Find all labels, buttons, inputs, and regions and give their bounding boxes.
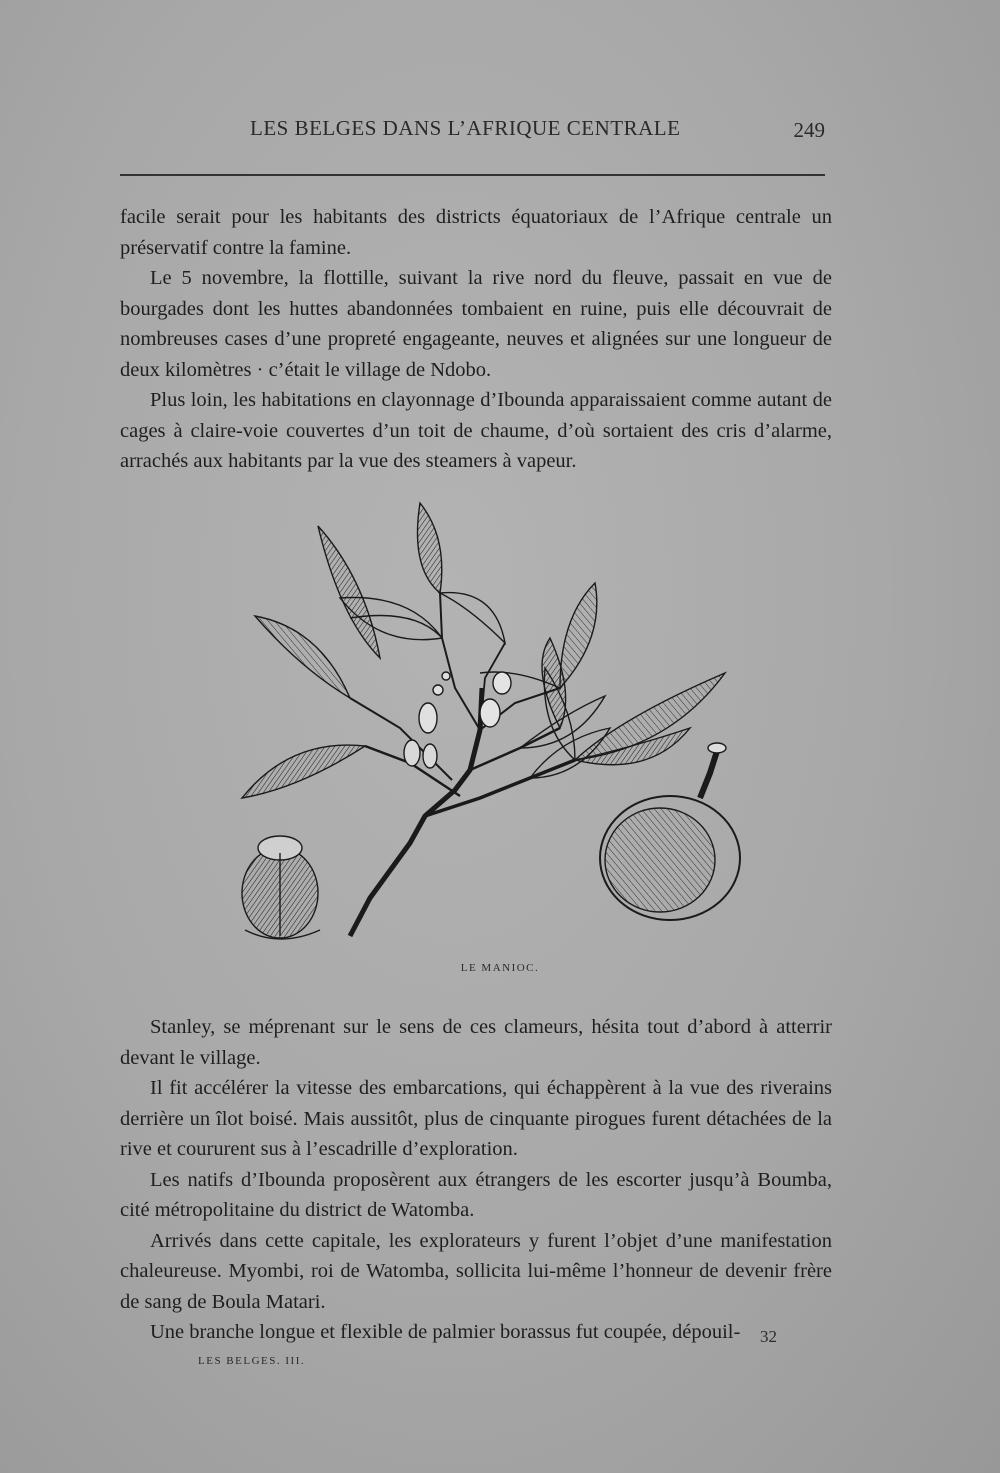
signature-mark: LES BELGES. III. [198,1355,306,1367]
paragraph: Une branche longue et flexible de palmier borassus fut coupée, dépouil- [150,1321,741,1343]
header-rule [120,174,825,176]
sheet-number: 32 [760,1327,777,1346]
paragraph: Arrivés dans cette capitale, les explorateurs y furent l’objet d’une manifestation chaleureuse. Myombi, roi de Watomba, sollicita lui-même l’honneur de devenir frère de sang de Boula Matari. [120,1229,832,1313]
paragraph: Les natifs d’Ibounda proposèrent aux étrangers de les escorter jusqu’à Boumba, cité métropolitaine du district de Watomba. [120,1168,832,1221]
manioc-illustration [230,498,750,953]
body-text-top [120,202,832,477]
paragraph: Plus loin, les habitations en clayonnage d’Ibounda apparaissaient comme autant de cages à claire-voie couvertes d’un toit de chaume, d’où sortaient des cris d’alarme, arrachés aux habitants par la vue des steamers à vapeur. [120,389,832,472]
manioc-engraving [230,498,750,953]
running-title: LES BELGES DANS L’AFRIQUE CENTRALE [250,116,681,140]
paragraph: facile serait pour les habitants des districts équatoriaux de l’Afrique centrale un préservatif contre la famine. [120,206,832,259]
page-number: 249 [793,118,825,142]
page-header [120,112,825,152]
paragraph: Stanley, se méprenant sur le sens de ces clameurs, hésita tout d’abord à atterrir devant le village. [120,1016,832,1069]
paragraph: Il fit accélérer la vitesse des embarcations, qui échappèrent à la vue des riverains derrière un îlot boisé. Mais aussitôt, plus de cinquante pirogues furent détachées de la rive et coururent sus à l’escadrille d’exploration. [120,1077,832,1160]
paragraph: Le 5 novembre, la flottille, suivant la rive nord du fleuve, passait en vue de bourgades dont les huttes abandonnées tombaient en ruine, puis elle découvrait de nombreuses cases d’une propreté engageante, neuves et alignées sur une longueur de deux kilomètres · c’était le village de Ndobo. [120,267,832,381]
figure-caption: LE MANIOC. [460,962,540,974]
body-text-bottom [120,1012,832,1348]
